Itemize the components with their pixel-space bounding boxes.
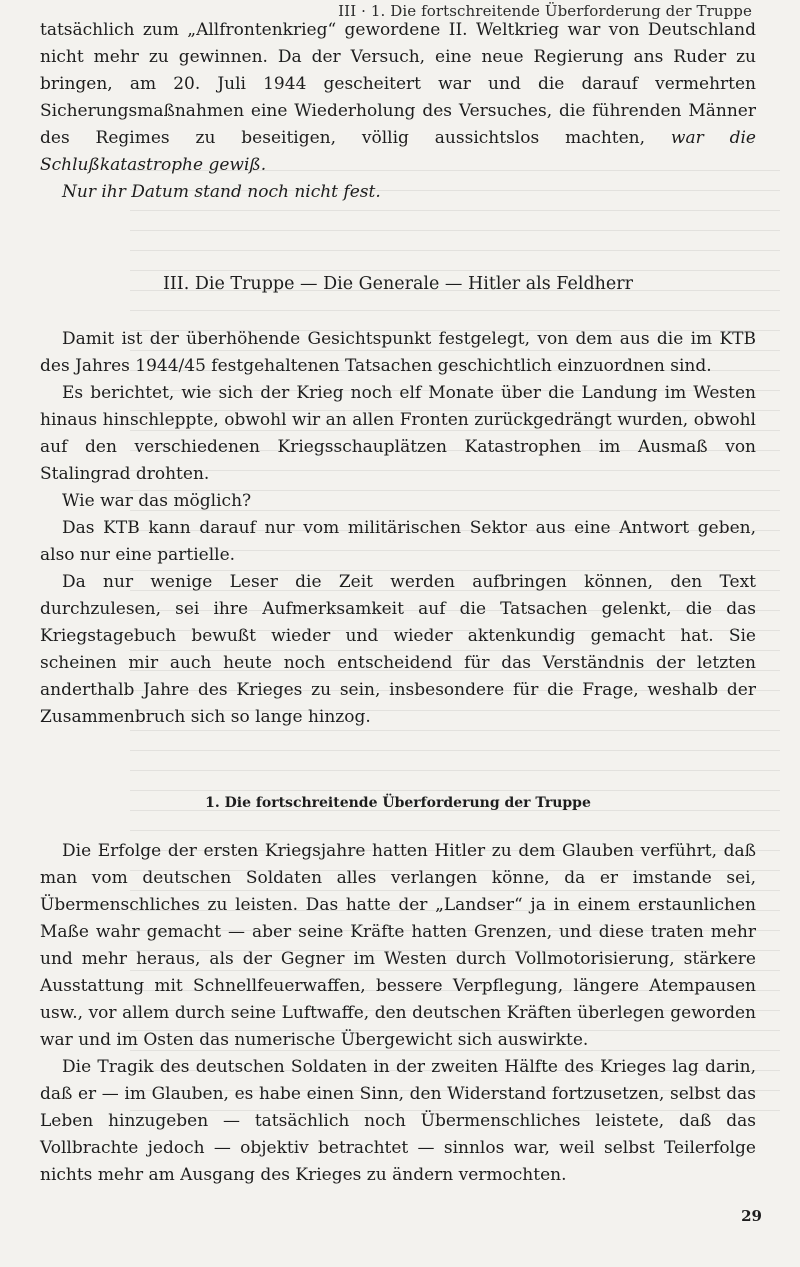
section-title: 1. Die fortschreitende Überforderung der Truppe bbox=[205, 795, 591, 811]
chapter-title: III. Die Truppe — Die Generale — Hitler als Feldherr bbox=[162, 274, 634, 294]
body-paragraph-2: Es berichtet, wie sich der Krieg noch elf Monate über die Landung im Westen hinaus hinschleppte, obwohl wir an allen Fronten zurückgedrängt wurden, obwohl auf den verschiedenen Kriegsschauplätzen Katastrophen im Ausmaß von Stalingrad drohten. bbox=[40, 383, 756, 484]
body-paragraph-4: Das KTB kann darauf nur vom militärischen Sektor aus eine Antwort geben, also nur eine partielle. bbox=[40, 518, 756, 565]
page-number: 29 bbox=[741, 1207, 762, 1225]
body-paragraph-3: Wie war das möglich? bbox=[62, 491, 252, 511]
section-paragraph-2: Die Tragik des deutschen Soldaten in der zweiten Hälfte des Krieges lag darin, daß er — im Glauben, es habe einen Sinn, den Widerstand fortzusetzen, selbst das Leben hinzugeben — tatsächlich noch Übermenschliches leistete, daß das Vollbrachte jedoch — objektiv betrachtet — sinnlos war, weil selbst Teilerfolge nichts mehr am Ausgang des Krieges zu ändern vermochten. bbox=[40, 1057, 756, 1185]
intro-closing-paragraph: Nur ihr Datum stand noch nicht fest. bbox=[62, 182, 381, 202]
body-paragraph-5: Da nur wenige Leser die Zeit werden aufbringen können, den Text durchzulesen, sei ihre Aufmerksamkeit auf die Tatsachen gelenkt, die das Kriegstagebuch bewußt wieder und wieder aktenkundig gemacht hat. Sie scheinen mir auch heute noch entscheidend für das Verständnis der letzten anderthalb Jahre des Krieges zu sein, insbesondere für die Frage, weshalb der Zusammenbruch sich so lange hinzog. bbox=[40, 572, 756, 727]
intro-italic-text: war die Schlußkatastrophe gewiß. bbox=[40, 128, 756, 175]
section-paragraph-1: Die Erfolge der ersten Kriegsjahre hatten Hitler zu dem Glauben verführt, daß man vom deutschen Soldaten alles verlangen könne, da er imstande sei, Übermenschliches zu leisten. Das hatte der „Landser“ ja in einem erstaunlichen Maße wahr gemacht — aber seine Kräfte hatten Grenzen, und diese traten mehr und mehr heraus, als der Gegner im Westen durch Vollmotorisierung, stärkere Ausstattung mit Schnellfeuerwaffen, bessere Verpflegung, längere Atempausen usw., vor allem durch seine Luftwaffe, den deutschen Kräften überlegen geworden war und im Osten das numerische Übergewicht sich auswirkte. bbox=[40, 841, 756, 1050]
running-head: III · 1. Die fortschreitende Überforderung der Truppe bbox=[338, 2, 752, 20]
chapter-body bbox=[40, 326, 756, 731]
intro-text: tatsächlich zum „Allfrontenkrieg“ gewordene II. Weltkrieg war von Deutschland nicht mehr zu gewinnen. Da der Versuch, eine neue Regierung ans Ruder zu bringen, am 20. Juli 1944 gescheitert war und die darauf vermehrten Sicherungsmaßnahmen eine Wiederholung des Versuches, die führenden Männer des Regimes zu beseitigen, völlig aussichtslos machten, bbox=[40, 20, 756, 148]
intro-paragraph bbox=[40, 17, 756, 179]
section-body bbox=[40, 838, 756, 1189]
intro-block bbox=[40, 17, 756, 206]
body-paragraph-1: Damit ist der überhöhende Gesichtspunkt festgelegt, von dem aus die im KTB des Jahres 1944/45 festgehaltenen Tatsachen geschichtlich einzuordnen sind. bbox=[40, 329, 756, 376]
